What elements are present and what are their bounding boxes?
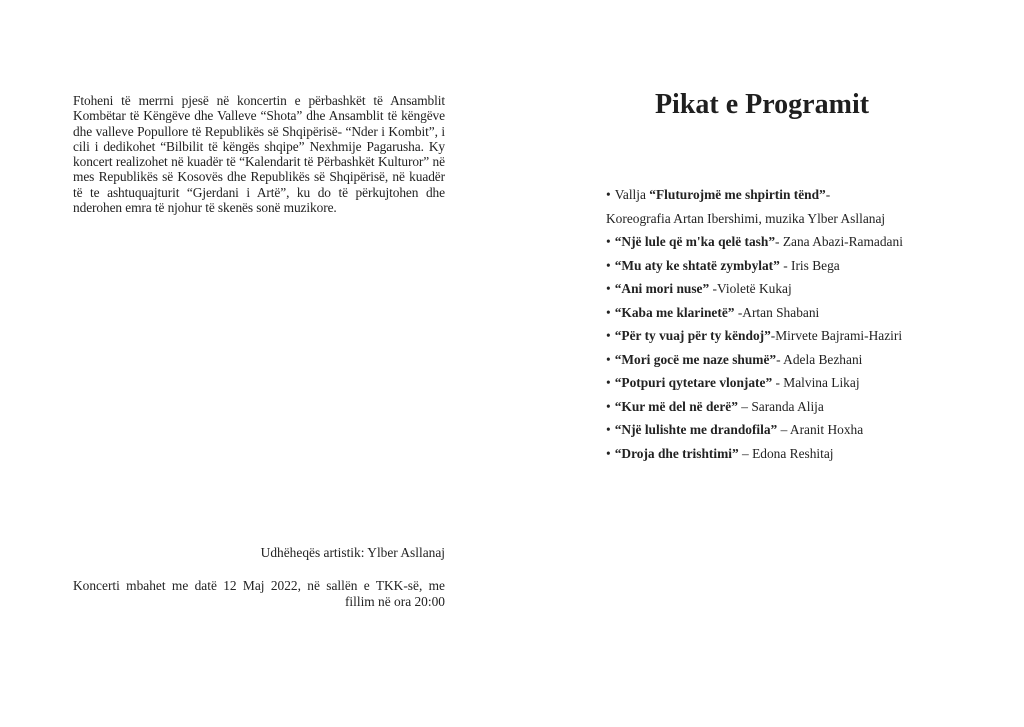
bullet: • bbox=[606, 281, 611, 296]
song-title: “Një lule që m'ka qelë tash” bbox=[614, 234, 776, 249]
bullet: • bbox=[606, 234, 611, 249]
choreography-credit: Koreografia Artan Ibershimi, muzika Ylber Asllanaj bbox=[606, 210, 886, 226]
song-title: “Fluturojmë me shpirtin tënd” bbox=[649, 187, 826, 202]
program-item bbox=[606, 395, 1006, 419]
song-title: “Mori gocë me naze shumë” bbox=[614, 351, 777, 367]
program-item bbox=[606, 418, 1006, 442]
performer: -Violetë Kukaj bbox=[709, 281, 792, 296]
performer: – Saranda Alija bbox=[737, 398, 824, 414]
invitation-text: Ftoheni të merrni pjesë në koncertin e përbashkët të Ansamblit Kombëtar të Këngëve dhe Valleve “Shota” dhe Ansamblit të këngëve dhe valleve Popullore të Republikës së Shqipërisë- “Nder i Kombit”, i cili i dedikohet “Bilbilit të këngës shqipe” Nexhmije Pagarusha. Ky koncert realizohet në kuadër të “Kalendarit të Përbashkët Kulturor” në mes Republikës së Kosovës dhe Republikës së Shqipërisë, në kuadër të te ashtuquajturit “Gjerdani i Artë”, ku do të përkujtohen dhe nderohen emra të njohur të skenës sonë muzikore. bbox=[73, 93, 445, 216]
performer: – Aranit Hoxha bbox=[777, 422, 864, 437]
program-item bbox=[606, 301, 1006, 325]
program-item bbox=[606, 371, 1006, 395]
program-item bbox=[606, 230, 1006, 254]
program-item bbox=[606, 277, 1006, 301]
bullet: • bbox=[606, 445, 611, 461]
program-list bbox=[606, 183, 1006, 465]
bullet: • bbox=[606, 187, 611, 202]
song-title: “Për ty vuaj për ty këndoj” bbox=[614, 328, 771, 343]
performer: - Malvina Likaj bbox=[772, 375, 860, 390]
song-title: “Droja dhe trishtimi” bbox=[614, 445, 739, 461]
bullet: • bbox=[606, 328, 611, 343]
song-title: “Ani mori nuse” bbox=[614, 281, 710, 296]
program-item bbox=[606, 254, 1006, 278]
bullet: • bbox=[606, 375, 611, 390]
song-title: “Kaba me klarinetë” bbox=[614, 304, 735, 320]
bullet: • bbox=[606, 304, 611, 320]
item-prefix: Vallja bbox=[614, 187, 650, 202]
performer: -Artan Shabani bbox=[734, 304, 820, 320]
concert-info: Koncerti mbahet me datë 12 Maj 2022, në sallën e TKK-së, me fillim në ora 20:00 bbox=[73, 578, 445, 609]
program-item bbox=[606, 348, 1006, 372]
program-item bbox=[606, 183, 1006, 207]
performer: – Edona Reshitaj bbox=[738, 445, 834, 461]
artistic-director: Udhëheqës artistik: Ylber Asllanaj bbox=[260, 545, 445, 560]
bullet: • bbox=[606, 398, 611, 414]
song-title: “Mu aty ke shtatë zymbylat” bbox=[614, 257, 780, 273]
performer: - Adela Bezhani bbox=[776, 351, 863, 367]
song-title: “Potpuri qytetare vlonjate” bbox=[614, 375, 773, 390]
performer: - Zana Abazi-Ramadani bbox=[775, 234, 903, 249]
page-title: Pikat e Programit bbox=[654, 89, 870, 120]
bullet: • bbox=[606, 257, 611, 273]
program-item bbox=[606, 324, 1006, 348]
bullet: • bbox=[606, 422, 611, 437]
performer: -Mirvete Bajrami-Haziri bbox=[770, 328, 903, 343]
song-title: “Kur më del në derë” bbox=[614, 398, 738, 414]
song-title: “Një lulishte me drandofila” bbox=[614, 422, 778, 437]
program-item-credits bbox=[606, 207, 1006, 231]
program-item bbox=[606, 442, 1006, 466]
performer: - bbox=[825, 187, 831, 202]
performer: - Iris Bega bbox=[779, 257, 840, 273]
bullet: • bbox=[606, 351, 611, 367]
